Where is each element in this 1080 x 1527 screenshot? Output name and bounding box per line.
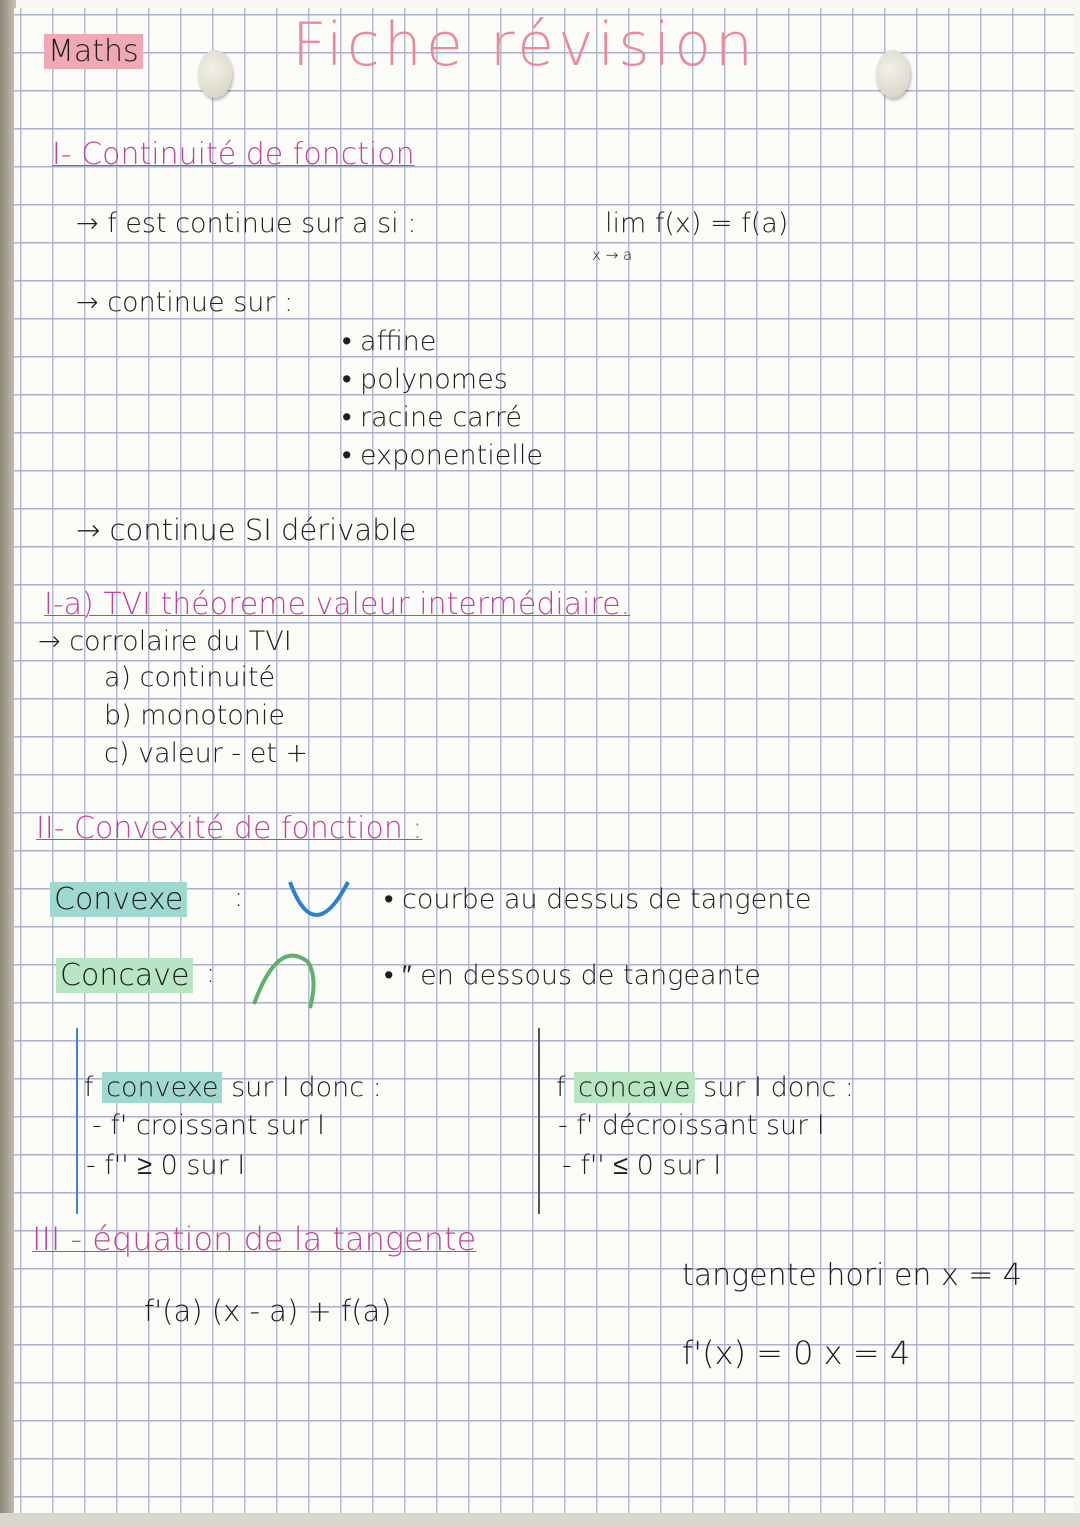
convex-derivative-rule: - f' croissant sur I (92, 1110, 325, 1141)
derivative-zero-note: f'(x) = 0 x = 4 (682, 1334, 911, 1372)
concave-description: • ″ en dessous de tangeante (384, 960, 761, 991)
tangent-formula: f'(a) (x - a) + f(a) (144, 1294, 392, 1328)
left-box-border (76, 1028, 78, 1214)
condition-text: sur I donc : (231, 1072, 382, 1103)
section-1a-heading: I-a) TVI théoreme valeur intermédiaire. (44, 587, 631, 622)
punch-hole (198, 50, 232, 98)
colon: : (206, 958, 216, 989)
convexe-label: Convexe (50, 882, 187, 917)
paper-bottom (0, 1513, 1080, 1527)
list-item: • polynomes (342, 364, 508, 395)
list-item: b) monotonie (104, 700, 286, 731)
list-item: • affine (342, 326, 437, 357)
list-item: a) continuité (104, 662, 276, 693)
tvi-corollary: → corrolaire du TVI (38, 626, 292, 657)
continuous-on-label: → continue sur : (76, 287, 294, 318)
concave-highlight: concave (574, 1072, 694, 1103)
f-symbol: f (556, 1072, 566, 1103)
concave-curve-icon (248, 948, 328, 1014)
limit-subscript: x → a (592, 246, 633, 264)
continuous-if-derivable: → continue SI dérivable (76, 513, 417, 547)
concave-second-derivative-rule: - f'' ≤ 0 sur I (562, 1150, 722, 1181)
colon: : (234, 882, 244, 913)
horizontal-tangent-note: tangente hori en x = 4 (682, 1258, 1023, 1293)
concave-label: Concave (56, 958, 193, 993)
punch-hole (876, 50, 910, 98)
convex-summary-line (84, 1072, 382, 1103)
section-2-heading: II- Convexité de fonction : (36, 811, 423, 846)
right-box-border (538, 1028, 540, 1214)
f-symbol: f (84, 1072, 94, 1103)
list-item: • racine carré (342, 402, 522, 433)
convex-second-derivative-rule: - f'' ≥ 0 sur I (86, 1150, 246, 1181)
list-item: • exponentielle (342, 440, 543, 471)
continuity-definition: → f est continue sur a si : (76, 208, 417, 239)
subject-label: Maths (44, 34, 143, 69)
concave-derivative-rule: - f' décroissant sur I (558, 1110, 825, 1141)
convexe-highlight: convexe (102, 1072, 222, 1103)
condition-text: sur I donc : (703, 1072, 854, 1103)
concave-summary-line (556, 1072, 854, 1103)
section-1-heading: I- Continuité de fonction (52, 137, 415, 172)
page-title: Fiche révision (292, 10, 757, 80)
section-3-heading: III - équation de la tangente (32, 1220, 477, 1258)
limit-formula: lim f(x) = f(a) (605, 208, 789, 239)
convexe-description: • courbe au dessus de tangente (384, 884, 812, 915)
list-item: c) valeur - et + (104, 738, 309, 769)
convex-curve-icon (284, 878, 354, 922)
